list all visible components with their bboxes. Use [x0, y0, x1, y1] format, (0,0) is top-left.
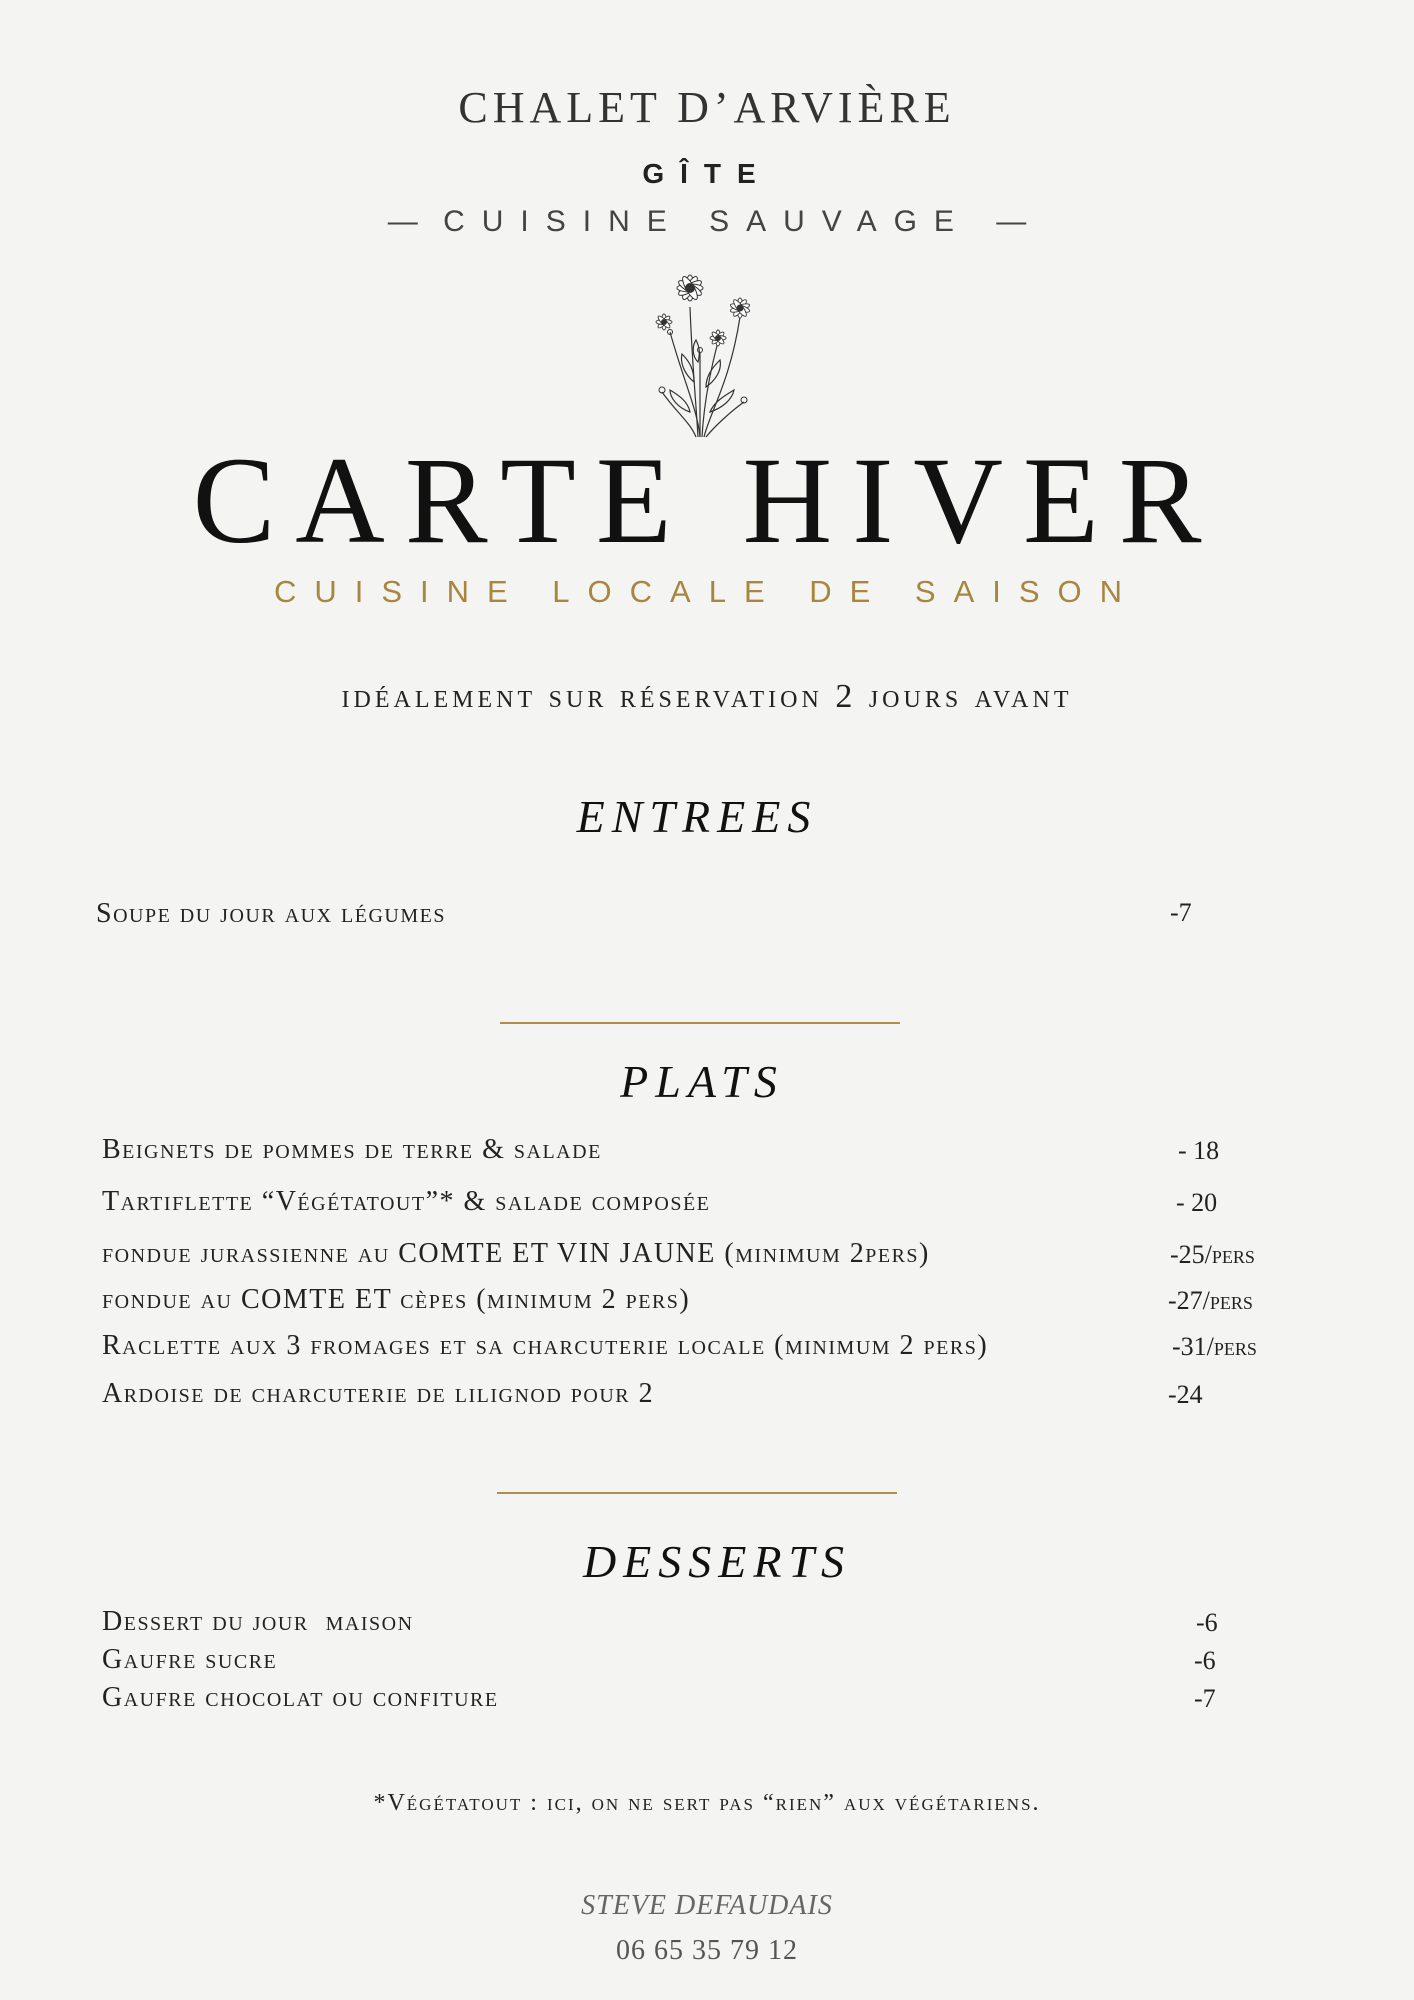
cuisine-sauvage-tagline: [0, 205, 1414, 239]
section-title-plats: PLATS: [620, 1056, 784, 1107]
wildflower-bouquet-icon: [640, 262, 770, 442]
menu-item-price: - 20: [1176, 1188, 1218, 1217]
dash-left: —: [387, 205, 418, 238]
menu-item-price: - 18: [1178, 1136, 1220, 1165]
gite-label: GÎTE: [642, 158, 772, 189]
contact-phone[interactable]: 06 65 35 79 12: [616, 1935, 798, 1966]
menu-title: CARTE HIVER: [192, 432, 1222, 569]
cuisine-sauvage-text: CUISINE SAUVAGE: [443, 205, 971, 238]
menu-item-name: Gaufre chocolat ou confiture: [102, 1682, 499, 1713]
contact-name: STEVE DEFAUDAIS: [581, 1890, 833, 1921]
menu-item-price: -31/pers: [1172, 1332, 1257, 1361]
menu-item-price: -27/pers: [1168, 1286, 1253, 1315]
menu-item-name: Ardoise de charcuterie de lilignod pour 2: [102, 1378, 655, 1409]
section-divider: [500, 1022, 900, 1024]
menu-item-name: Beignets de pommes de terre & salade: [102, 1134, 602, 1165]
section-title-desserts: DESSERTS: [582, 1536, 852, 1587]
menu-item-name: Soupe du jour aux légumes: [96, 898, 446, 929]
section-title-entrees: ENTREES: [576, 791, 818, 842]
menu-item-name: Gaufre sucre: [102, 1644, 278, 1675]
menu-item-price: -6: [1194, 1646, 1216, 1675]
menu-item-name: Raclette aux 3 fromages et sa charcuterie locale (minimum 2 pers): [102, 1330, 989, 1361]
menu-item-price: -7: [1194, 1684, 1216, 1713]
menu-item-price: -25/pers: [1170, 1240, 1255, 1269]
menu-item-name: Dessert du jour maison: [102, 1606, 414, 1637]
menu-subtitle: CUISINE LOCALE DE SAISON: [273, 574, 1141, 609]
menu-item-name: Tartiflette “Végétatout”* & salade composée: [102, 1186, 711, 1217]
menu-item-name: fondue au COMTE ET cèpes (minimum 2 pers): [102, 1284, 691, 1315]
menu-item-name: fondue jurassienne au COMTE ET VIN JAUNE (minimum 2pers): [102, 1238, 930, 1269]
menu-item-price: -24: [1168, 1380, 1203, 1409]
menu-item-price: -7: [1170, 898, 1192, 927]
section-divider: [497, 1492, 897, 1494]
footnote: *Végétatout : ici, on ne sert pas “rien” aux végétariens.: [373, 1790, 1041, 1816]
menu-item-price: -6: [1196, 1608, 1218, 1637]
venue-name: CHALET D’ARVIÈRE: [458, 83, 956, 132]
reservation-note: idéalement sur réservation 2 jours avant: [341, 678, 1073, 715]
dash-right: —: [996, 205, 1027, 238]
